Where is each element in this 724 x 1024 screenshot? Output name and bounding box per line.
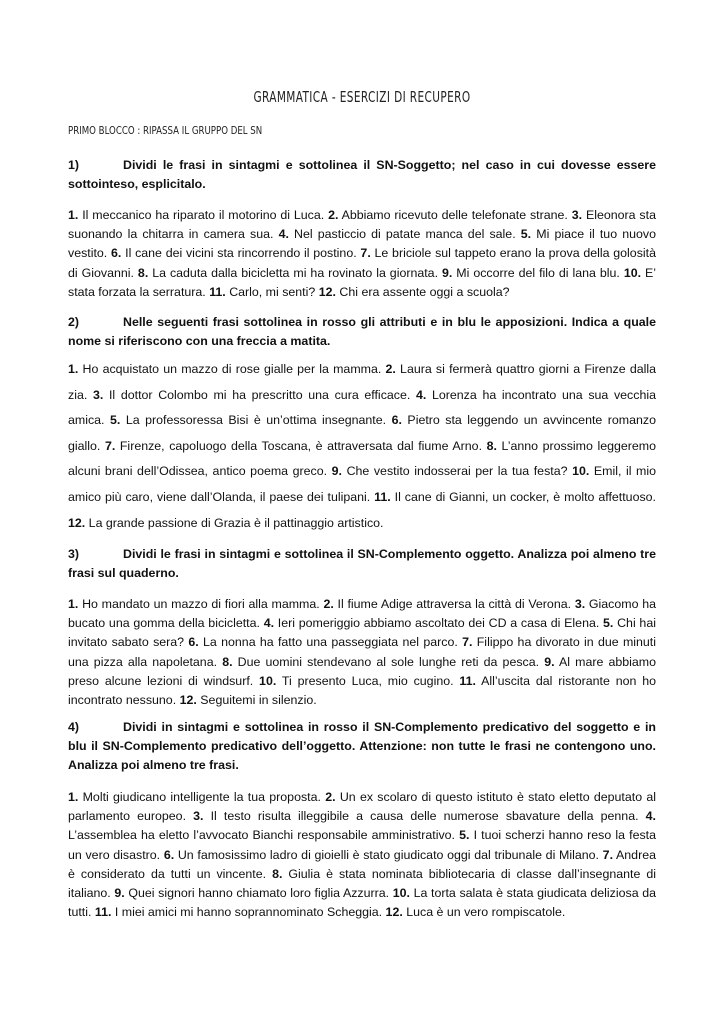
sentence-text: Luca è un vero rompiscatole. [402,905,566,920]
sentence-number: 1. [68,208,79,222]
exercise-1-sentences [68,206,656,302]
sentence-item [193,809,638,823]
sentence-number: 9. [114,886,125,901]
sentence-number: 10. [392,886,410,901]
exercise-number: 1) [68,158,80,172]
sentence-text: La caduta dalla bicicletta mi ha rovinato la giornata. [148,265,439,280]
sentence-number: 6. [188,635,199,650]
sentence-text: Carlo, mi senti? [225,284,316,299]
sentence-item [209,285,315,299]
sentence-text: Laura si fermerà quattro giorni a Firenze dalla zia. [68,362,657,402]
document-title: GRAMMATICA - ESERCIZI DI RECUPERO [253,88,471,106]
sentence-number: 6. [391,413,402,428]
sentence-item [328,208,568,222]
sentence-text: Filippo ha divorato in due minuti una pizza alla napoletana. [68,635,657,669]
sentence-item [95,905,382,919]
sentence-text: Che vestito indosserai per la tua festa? [342,464,568,479]
sentence-number: 9. [544,654,555,669]
sentence-number: 4. [415,387,427,402]
sentence-item [164,848,599,862]
sentence-number: 2. [325,790,336,804]
sentence-item [264,616,600,630]
sentence-text: Il fiume Adige attraversa la città di Verona. [333,597,572,611]
sentence-item [68,362,381,376]
sentence-text: Firenze, capoluogo della Toscana, è attraversata dal fiume Arno. [115,438,483,453]
sentence-number: 6. [111,246,122,261]
sentence-text: Giacomo ha bucato una gomma della bicicletta. [68,597,657,631]
sentence-number: 5. [603,616,614,631]
sentence-text: Lorenza ha incontrato una sua vecchia amica. [68,387,656,428]
sentence-text: Al mare abbiamo preso alcune lezioni di windsurf. [68,654,657,688]
block-subtitle: PRIMO BLOCCO : RIPASSA IL GRUPPO DEL SN [68,125,263,137]
sentence-number: 8. [486,438,497,453]
sentence-number: 5. [110,413,121,428]
sentence-item [138,266,438,280]
sentence-text: Ho mandato un mazzo di fiori alla mamma. [78,597,320,611]
sentence-text: La grande passione di Grazia è il pattinaggio artistico. [85,515,384,530]
sentence-number: 9. [442,265,453,280]
sentence-text: Abbiamo ricevuto delle telefonate strane. [338,208,568,222]
sentence-item [114,886,389,900]
sentence-text: Molti giudicano intelligente la tua proposta. [78,790,321,804]
sentence-text: Nel pasticcio di patate manca del sale. [288,227,516,242]
sentence-text: Andrea è considerato da tutti un vincente. [68,847,656,881]
sentence-text: Il dottor Colombo mi ha prescritto una cura efficace. [103,387,411,402]
sentence-text: Chi era assente oggi a scuola? [335,284,510,299]
sentence-number: 7. [360,246,371,261]
sentence-text: L’anno prossimo leggeremo alcuni brani dell’Odissea, antico poema greco. [68,438,656,479]
sentence-number: 4. [263,616,275,631]
sentence-number: 11. [94,905,112,920]
sentence-item [442,266,620,280]
sentence-number: 12. [68,515,86,530]
sentence-item [111,246,357,260]
sentence-text: Ieri pomeriggio abbiamo ascoltato dei CD a casa di Elena. [274,616,600,631]
sentence-number: 2. [323,597,334,611]
exercise-number: 4) [68,720,80,734]
sentence-text: I tuoi scherzi hanno reso la festa un vero disastro. [68,828,656,862]
sentence-number: 10. [572,464,590,479]
sentence-number: 1. [68,362,79,376]
exercise-number: 2) [68,315,80,329]
sentence-text: Un famosissimo ladro di gioielli è stato giudicato oggi dal tribunale di Milano. [174,847,599,862]
sentence-item [105,439,482,453]
sentence-item [68,208,324,222]
sentence-item [259,674,454,688]
sentence-number: 8. [222,654,233,669]
sentence-number: 11. [374,489,391,504]
sentence-text: Seguitemi in silenzio. [196,693,317,708]
sentence-number: 9. [331,464,342,479]
sentence-text: La torta salata è stata giudicata deliziosa da tutti. [68,886,656,920]
sentence-text: Emil, il mio amico più caro, viene dall’Olanda, il paese dei tulipani. [68,464,657,504]
sentence-number: 6. [163,847,175,862]
sentence-text: Giulia è stata nominata bibliotecaria di classe dall’insegnante di italiano. [68,866,656,901]
exercise-1-instruction [68,156,656,194]
exercise-4-sentences [68,788,656,922]
sentence-number: 3. [193,809,204,824]
sentence-text: Ho acquistato un mazzo di rose gialle per la mamma. [78,362,382,376]
sentence-number: 2. [328,208,339,222]
sentence-number: 2. [385,362,396,376]
sentence-item [68,516,383,530]
sentence-item [188,635,457,649]
sentence-number: 1. [68,597,79,611]
sentence-number: 10. [259,673,277,688]
sentence-item [374,490,656,504]
sentence-number: 3. [92,387,104,402]
sentence-text: Due uomini stendevano al sole lunghe reti da pesca. [232,654,540,669]
exercise-2-instruction [68,313,656,351]
exercise-4-instruction [68,718,656,775]
sentence-number: 11. [459,673,476,688]
instruction-text: Dividi in sintagmi e sottolinea in rosso il SN-Complemento predicativo del soggetto e in blu il SN-Complemento predicativo dell’oggetto. Attenzione: non tutte le frasi ne contengono uno. Analizza poi almeno tre frasi. [68,720,656,772]
exercise-3-sentences [68,595,656,710]
sentence-text: Il meccanico ha riparato il motorino di Luca. [78,208,325,222]
sentence-item [319,285,510,299]
sentence-text: Il cane di Gianni, un cocker, è molto affettuoso. [390,489,656,504]
sentence-number: 3. [571,208,583,222]
sentence-item [180,693,317,707]
sentence-text: Mi occorre del filo di lana blu. [452,265,620,280]
sentence-number: 8. [272,866,283,881]
sentence-item [68,597,320,611]
sentence-item [323,597,571,611]
sentence-item [93,388,410,402]
exercise-2-sentences [68,357,656,536]
sentence-text: All’uscita dal ristorante non ho incontrato nessuno. [68,673,656,708]
sentence-text: Pietro sta leggendo un avvincente romanzo giallo. [68,413,656,453]
sentence-text: Quei signori hanno chiamato loro figlia Azzurra. [124,886,390,901]
sentence-number: 7. [462,635,473,650]
instruction-text: Nelle seguenti frasi sottolinea in rosso gli attributi e in blu le apposizioni. Indica a quale nome si riferiscono con una freccia a matita. [68,315,656,348]
sentence-number: 12. [385,905,403,920]
sentence-number: 12. [179,693,197,708]
sentence-item [332,464,568,478]
sentence-number: 7. [104,438,116,453]
exercise-number: 3) [68,547,80,561]
sentence-number: 7. [602,847,614,862]
sentence-number: 3. [574,597,586,611]
sentence-text: La nonna ha fatto una passeggiata nel parco. [198,635,458,650]
sentence-text: E’ stata forzata la serratura. [68,265,657,299]
sentence-text: Chi hai invitato sabato sera? [68,616,656,650]
sentence-number: 11. [209,284,226,299]
sentence-item [68,790,321,804]
sentence-text: Eleonora sta suonando la chitarra in camera sua. [68,208,656,242]
sentence-text: Ti presento Luca, mio cugino. [276,673,454,688]
instruction-text: Dividi le frasi in sintagmi e sottolinea il SN-Soggetto; nel caso in cui dovesse essere sottointeso, esplicitalo. [68,158,656,191]
sentence-number: 5. [520,227,532,242]
sentence-text: I miei amici mi hanno soprannominato Scheggia. [111,905,383,920]
sentence-item [110,413,386,427]
sentence-text: L’assemblea ha eletto l’avvocato Bianchi responsabile amministrativo. [68,828,455,843]
sentence-number: 10. [623,265,642,280]
exercise-3-instruction [68,545,656,583]
sentence-text: Mi piace il tuo nuovo vestito. [68,227,656,261]
sentence-text: Le briciole sul tappeto erano la prova della golosità di Giovanni. [68,246,656,280]
sentence-number: 4. [278,227,289,242]
sentence-number: 8. [137,265,149,280]
sentence-text: Un ex scolaro di questo istituto è stato eletto deputato al parlamento europeo. [68,790,657,824]
sentence-number: 12. [318,284,336,299]
sentence-text: La professoressa Bisi è un’ottima insegnante. [120,413,387,428]
sentence-item [222,655,539,669]
sentence-text: Il testo risulta illeggibile a causa delle numerose sbavature della penna. [203,809,639,824]
sentence-number: 4. [645,809,656,824]
instruction-text: Dividi le frasi in sintagmi e sottolinea il SN-Complemento oggetto. Analizza poi almeno tre frasi sul quaderno. [68,547,656,580]
sentence-number: 1. [68,790,79,804]
sentence-item [386,905,566,919]
sentence-number: 5. [459,828,470,843]
sentence-item [279,227,516,241]
sentence-text: Il cane dei vicini sta rincorrendo il postino. [121,246,357,261]
